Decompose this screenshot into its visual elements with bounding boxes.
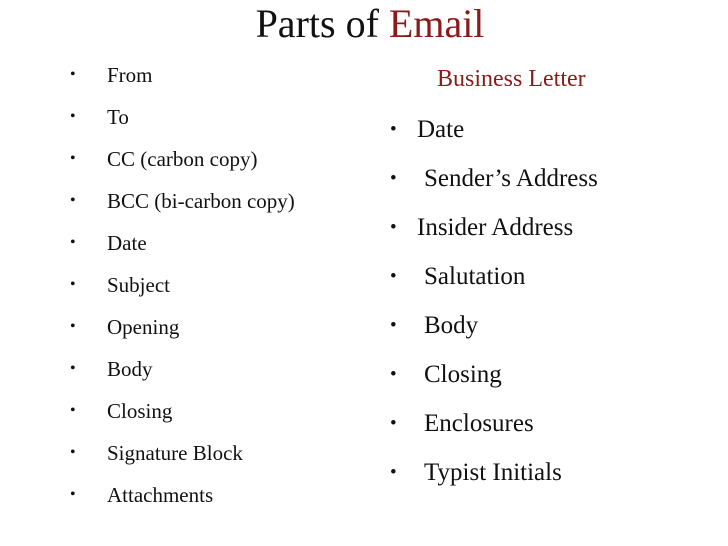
list-item [390, 448, 598, 497]
list-item-label: Closing [424, 360, 502, 388]
list-item [390, 350, 598, 399]
list-item-label: Body [107, 356, 153, 381]
list-item-label: Signature Block [107, 440, 243, 465]
list-item [390, 203, 598, 252]
bullet-icon: • [70, 486, 76, 503]
list-item-label: Sender’s Address [424, 164, 598, 192]
list-item-label: Enclosures [424, 409, 534, 437]
email-parts-list [70, 54, 295, 516]
list-item [390, 301, 598, 350]
business-letter-list [390, 105, 598, 497]
bullet-icon: • [390, 265, 397, 287]
list-item [70, 222, 295, 264]
bullet-icon: • [70, 192, 76, 209]
bullet-icon: • [390, 314, 397, 336]
bullet-icon: • [70, 318, 76, 335]
list-item-label: To [107, 104, 129, 129]
list-item [70, 96, 295, 138]
title-prefix: Parts of [255, 1, 389, 46]
list-item [70, 432, 295, 474]
list-item [390, 399, 598, 448]
list-item-label: BCC (bi-carbon copy) [107, 188, 295, 213]
bullet-icon: • [70, 444, 76, 461]
bullet-icon: • [390, 216, 397, 238]
list-item-label: From [107, 62, 153, 87]
bullet-icon: • [70, 402, 76, 419]
list-item [390, 105, 598, 154]
list-item [70, 138, 295, 180]
bullet-icon: • [70, 234, 76, 251]
bullet-icon: • [70, 360, 76, 377]
list-item [70, 180, 295, 222]
list-item-label: Subject [107, 272, 170, 297]
bullet-icon: • [390, 412, 397, 434]
list-item-label: Closing [107, 398, 173, 423]
list-item-label: Date [107, 230, 147, 255]
list-item-label: Date [417, 115, 465, 143]
list-item [70, 54, 295, 96]
bullet-icon: • [70, 150, 76, 167]
slide-title [0, 0, 728, 48]
list-item [390, 252, 598, 301]
bullet-icon: • [390, 118, 397, 140]
bullet-icon: • [70, 108, 76, 125]
bullet-icon: • [390, 461, 397, 483]
bullet-icon: • [70, 66, 76, 83]
list-item-label: Typist Initials [424, 458, 562, 486]
list-item-label: Opening [107, 314, 180, 339]
title-highlight: Email [388, 1, 485, 46]
bullet-icon: • [390, 167, 397, 189]
business-letter-heading: Business Letter [437, 66, 586, 92]
list-item-label: Attachments [107, 482, 214, 507]
list-item [70, 264, 295, 306]
list-item [70, 390, 295, 432]
list-item-label: Salutation [424, 262, 526, 290]
bullet-icon: • [390, 363, 397, 385]
list-item [70, 474, 295, 516]
list-item-label: Body [424, 311, 479, 339]
list-item [390, 154, 598, 203]
list-item [70, 348, 295, 390]
list-item [70, 306, 295, 348]
list-item-label: Insider Address [417, 213, 574, 241]
list-item-label: CC (carbon copy) [107, 146, 258, 171]
bullet-icon: • [70, 276, 76, 293]
